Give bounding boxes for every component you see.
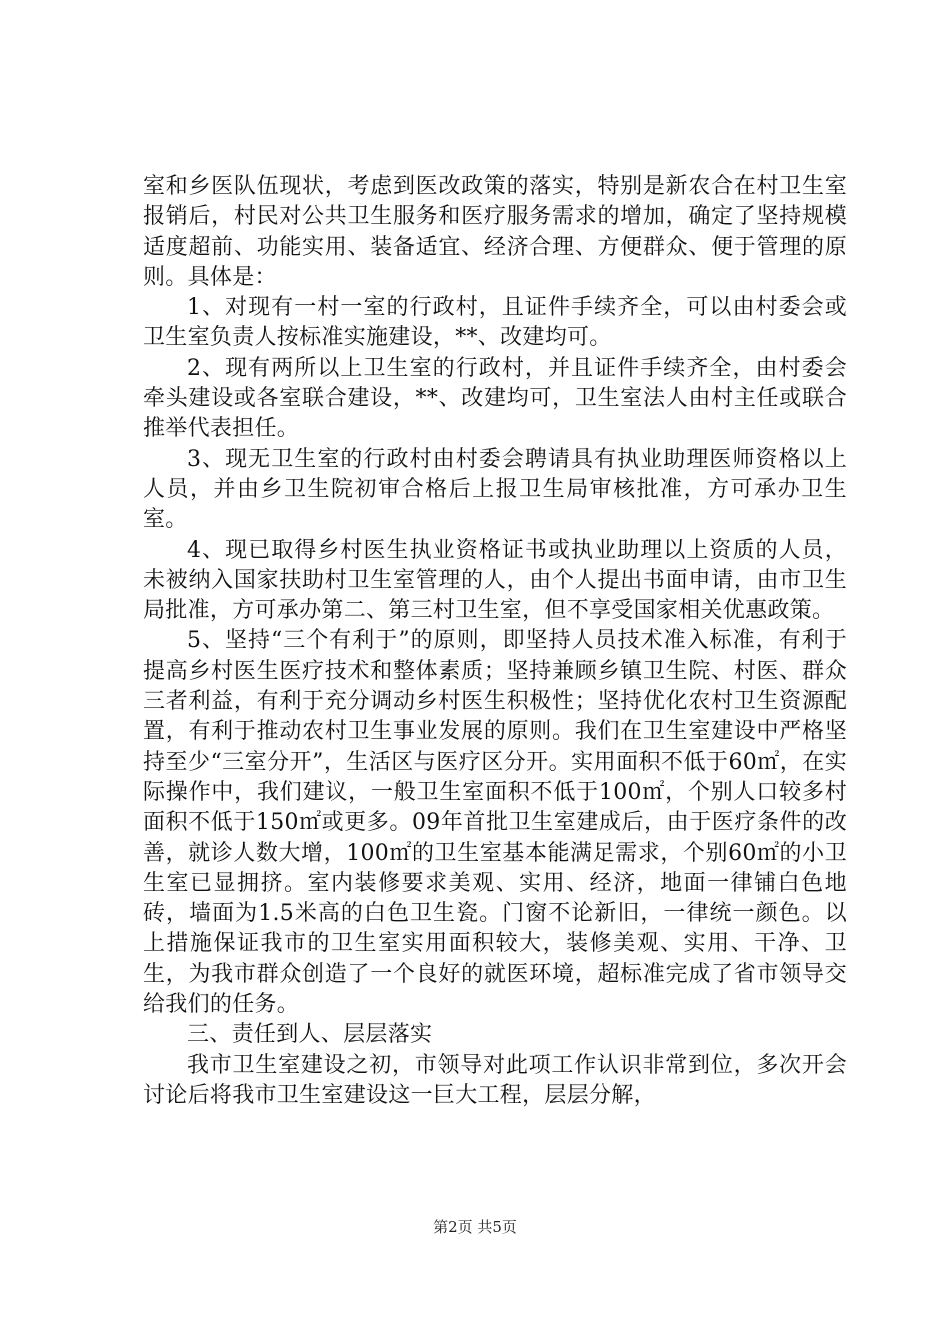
paragraph-3: 2、现有两所以上卫生室的行政村，并且证件手续齐全，由村委会牵头建设或各室联合建设，**、改建均可，卫生室法人由村主任或联合推举代表担任。	[143, 355, 847, 442]
paragraph-8: 我市卫生室建设之初，市领导对此项工作认识非常到位，多次开会讨论后将我市卫生室建设这一巨大工程，层层分解，	[143, 1052, 847, 1108]
page-number-label: 第2页 共5页	[433, 1218, 517, 1236]
document-body	[143, 172, 847, 1111]
section-heading: 三、责任到人、层层落实	[187, 1022, 433, 1048]
page-footer	[0, 1217, 950, 1237]
paragraph-5: 4、现已取得乡村医生执业资格证书或执业助理以上资质的人员，未被纳入国家扶助村卫生室管理的人，由个人提出书面申请，由市卫生局批准，方可承办第二、第三村卫生室，但不享受国家相关优惠政策。	[143, 537, 847, 624]
paragraph-2: 1、对现有一村一室的行政村，且证件手续齐全，可以由村委会或卫生室负责人按标准实施建设，**、改建均可。	[143, 295, 847, 351]
paragraph-1: 室和乡医队伍现状，考虑到医改政策的落实，特别是新农合在村卫生室报销后，村民对公共卫生服务和医疗服务需求的增加，确定了坚持规模适度超前、功能实用、装备适宜、经济合理、方便群众、便于管理的原则。具体是：	[143, 174, 847, 290]
paragraph-6: 5、坚持“三个有利于”的原则，即坚持人员技术准入标准，有利于提高乡村医生医疗技术和整体素质；坚持兼顾乡镇卫生院、村医、群众三者利益，有利于充分调动乡村医生积极性；坚持优化农村卫生资源配置，有利于推动农村卫生事业发展的原则。我们在卫生室建设中严格坚持至少“三室分开”，生活区与医疗区分开。实用面积不低于60㎡，在实际操作中，我们建议，一般卫生室面积不低于100㎡，个别人口较多村面积不低于150㎡或更多。09年首批卫生室建成后，由于医疗条件的改善，就诊人数大增，100㎡的卫生室基本能满足需求，个别60㎡的小卫生室已显拥挤。室内装修要求美观、实用、经济，地面一律铺白色地砖，墙面为1.5米高的白色卫生瓷。门窗不论新旧，一律统一颜色。以上措施保证我市的卫生室实用面积较大，装修美观、实用、干净、卫生，为我市群众创造了一个良好的就医环境，超标准完成了省市领导交给我们的任务。	[143, 628, 847, 1018]
paragraph-4: 3、现无卫生室的行政村由村委会聘请具有执业助理医师资格以上人员，并由乡卫生院初审合格后上报卫生局审核批准，方可承办卫生室。	[143, 446, 847, 533]
